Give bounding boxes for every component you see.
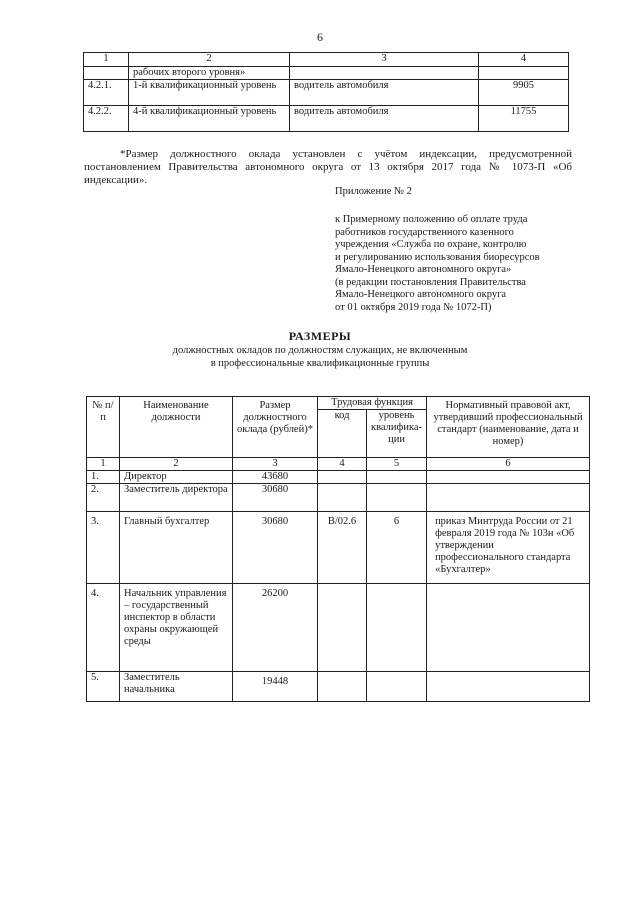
table-number-row <box>87 458 590 471</box>
row-value: 9905 <box>479 80 569 106</box>
row-code <box>318 672 367 702</box>
table-row <box>84 80 569 106</box>
header-level: уровень квалифика-ции <box>367 410 427 458</box>
row-name: рабочих второго уровня» <box>129 67 290 80</box>
row-level <box>367 584 427 672</box>
footnote: *Размер должностного оклада установлен с учётом индексации, предусмотренной постановлением Правительства автономного округа от 13 октября 2017 года № 1073-П «Об индексации». <box>84 148 572 186</box>
header-num: № п/п <box>87 397 120 458</box>
table-row <box>87 484 590 512</box>
col-number: 2 <box>120 458 233 471</box>
row-salary: 30680 <box>233 512 318 584</box>
row-name: Заместитель начальника <box>120 672 233 702</box>
row-act <box>427 471 590 484</box>
col-number: 2 <box>129 53 290 67</box>
page-number: 6 <box>317 30 323 44</box>
row-num: 4.2.2. <box>84 106 129 132</box>
col-number: 4 <box>479 53 569 67</box>
row-value: 11755 <box>479 106 569 132</box>
row-act <box>427 484 590 512</box>
row-role: водитель автомобиля <box>290 106 479 132</box>
row-name: 4-й квалификационный уровень <box>129 106 290 132</box>
row-num: 5. <box>87 672 120 702</box>
appendix-line: к Примерному положению об оплате труда <box>335 214 528 225</box>
row-code <box>318 484 367 512</box>
appendix-line: (в редакции постановления Правительства <box>335 276 526 288</box>
row-name: Главный бухгалтер <box>120 512 233 584</box>
appendix-label: Приложение № 2 <box>335 186 412 197</box>
row-name: 1-й квалификационный уровень <box>129 80 290 106</box>
row-level <box>367 471 427 484</box>
row-name: Директор <box>120 471 233 484</box>
row-num: 4. <box>87 584 120 672</box>
row-code: В/02.6 <box>318 512 367 584</box>
appendix-line: Ямало-Ненецкого автономного округа <box>335 289 507 300</box>
row-salary: 26200 <box>233 584 318 672</box>
header-salary: Размер должностного оклада (рублей)* <box>233 397 318 458</box>
col-number: 3 <box>290 53 479 67</box>
appendix-line: Ямало-Ненецкого автономного округа» <box>335 264 512 275</box>
row-role <box>290 67 479 80</box>
appendix-line: и регулированию использования биоресурсов <box>335 251 540 263</box>
row-num: 4.2.1. <box>84 80 129 106</box>
salary-table <box>86 396 590 702</box>
row-level <box>367 672 427 702</box>
col-number: 4 <box>318 458 367 471</box>
appendix-line: работников государственного казенного <box>335 226 514 238</box>
section-subtitle: должностных окладов по должностям служащих, не включенным <box>172 345 468 356</box>
row-code <box>318 584 367 672</box>
col-number: 1 <box>87 458 120 471</box>
table-row <box>87 584 590 672</box>
row-act: приказ Минтруда России от 21 февраля 2019 года № 103н «Об утверждении профессионального стандарта «Бухгалтер» <box>427 512 590 584</box>
row-name: Заместитель директора <box>120 484 233 512</box>
row-value <box>479 67 569 80</box>
section-title: РАЗМЕРЫ <box>288 329 352 343</box>
header-function: Трудовая функция <box>318 397 427 410</box>
table-row <box>87 471 590 484</box>
appendix-line: от 01 октября 2019 года № 1072-П) <box>335 301 492 313</box>
row-num: 2. <box>87 484 120 512</box>
row-salary: 19448 <box>233 672 318 702</box>
section-subtitle: в профессиональные квалификационные группы <box>210 358 430 369</box>
top-table <box>83 52 569 132</box>
row-name: Начальник управления – государственный инспектор в области охраны окружающей среды <box>120 584 233 672</box>
row-act <box>427 672 590 702</box>
appendix-line: учреждения «Служба по охране, контролю <box>335 239 527 250</box>
table-row <box>84 106 569 132</box>
header-act: Нормативный правовой акт, утвердивший профессиональный стандарт (наименование, дата и номер) <box>427 397 590 458</box>
row-num: 3. <box>87 512 120 584</box>
table-row <box>87 672 590 702</box>
row-level <box>367 484 427 512</box>
row-salary: 30680 <box>233 484 318 512</box>
header-code: код <box>318 410 367 458</box>
row-level: 6 <box>367 512 427 584</box>
table-row <box>84 67 569 80</box>
header-name: Наименование должности <box>120 397 233 458</box>
row-num <box>84 67 129 80</box>
col-number: 1 <box>84 53 129 67</box>
col-number: 3 <box>233 458 318 471</box>
row-act <box>427 584 590 672</box>
row-role: водитель автомобиля <box>290 80 479 106</box>
table-row <box>87 512 590 584</box>
row-num: 1. <box>87 471 120 484</box>
col-number: 6 <box>427 458 590 471</box>
row-code <box>318 471 367 484</box>
table-header-row <box>84 53 569 67</box>
col-number: 5 <box>367 458 427 471</box>
row-salary: 43680 <box>233 471 318 484</box>
appendix-block <box>335 214 595 314</box>
table-header-row <box>87 397 590 410</box>
